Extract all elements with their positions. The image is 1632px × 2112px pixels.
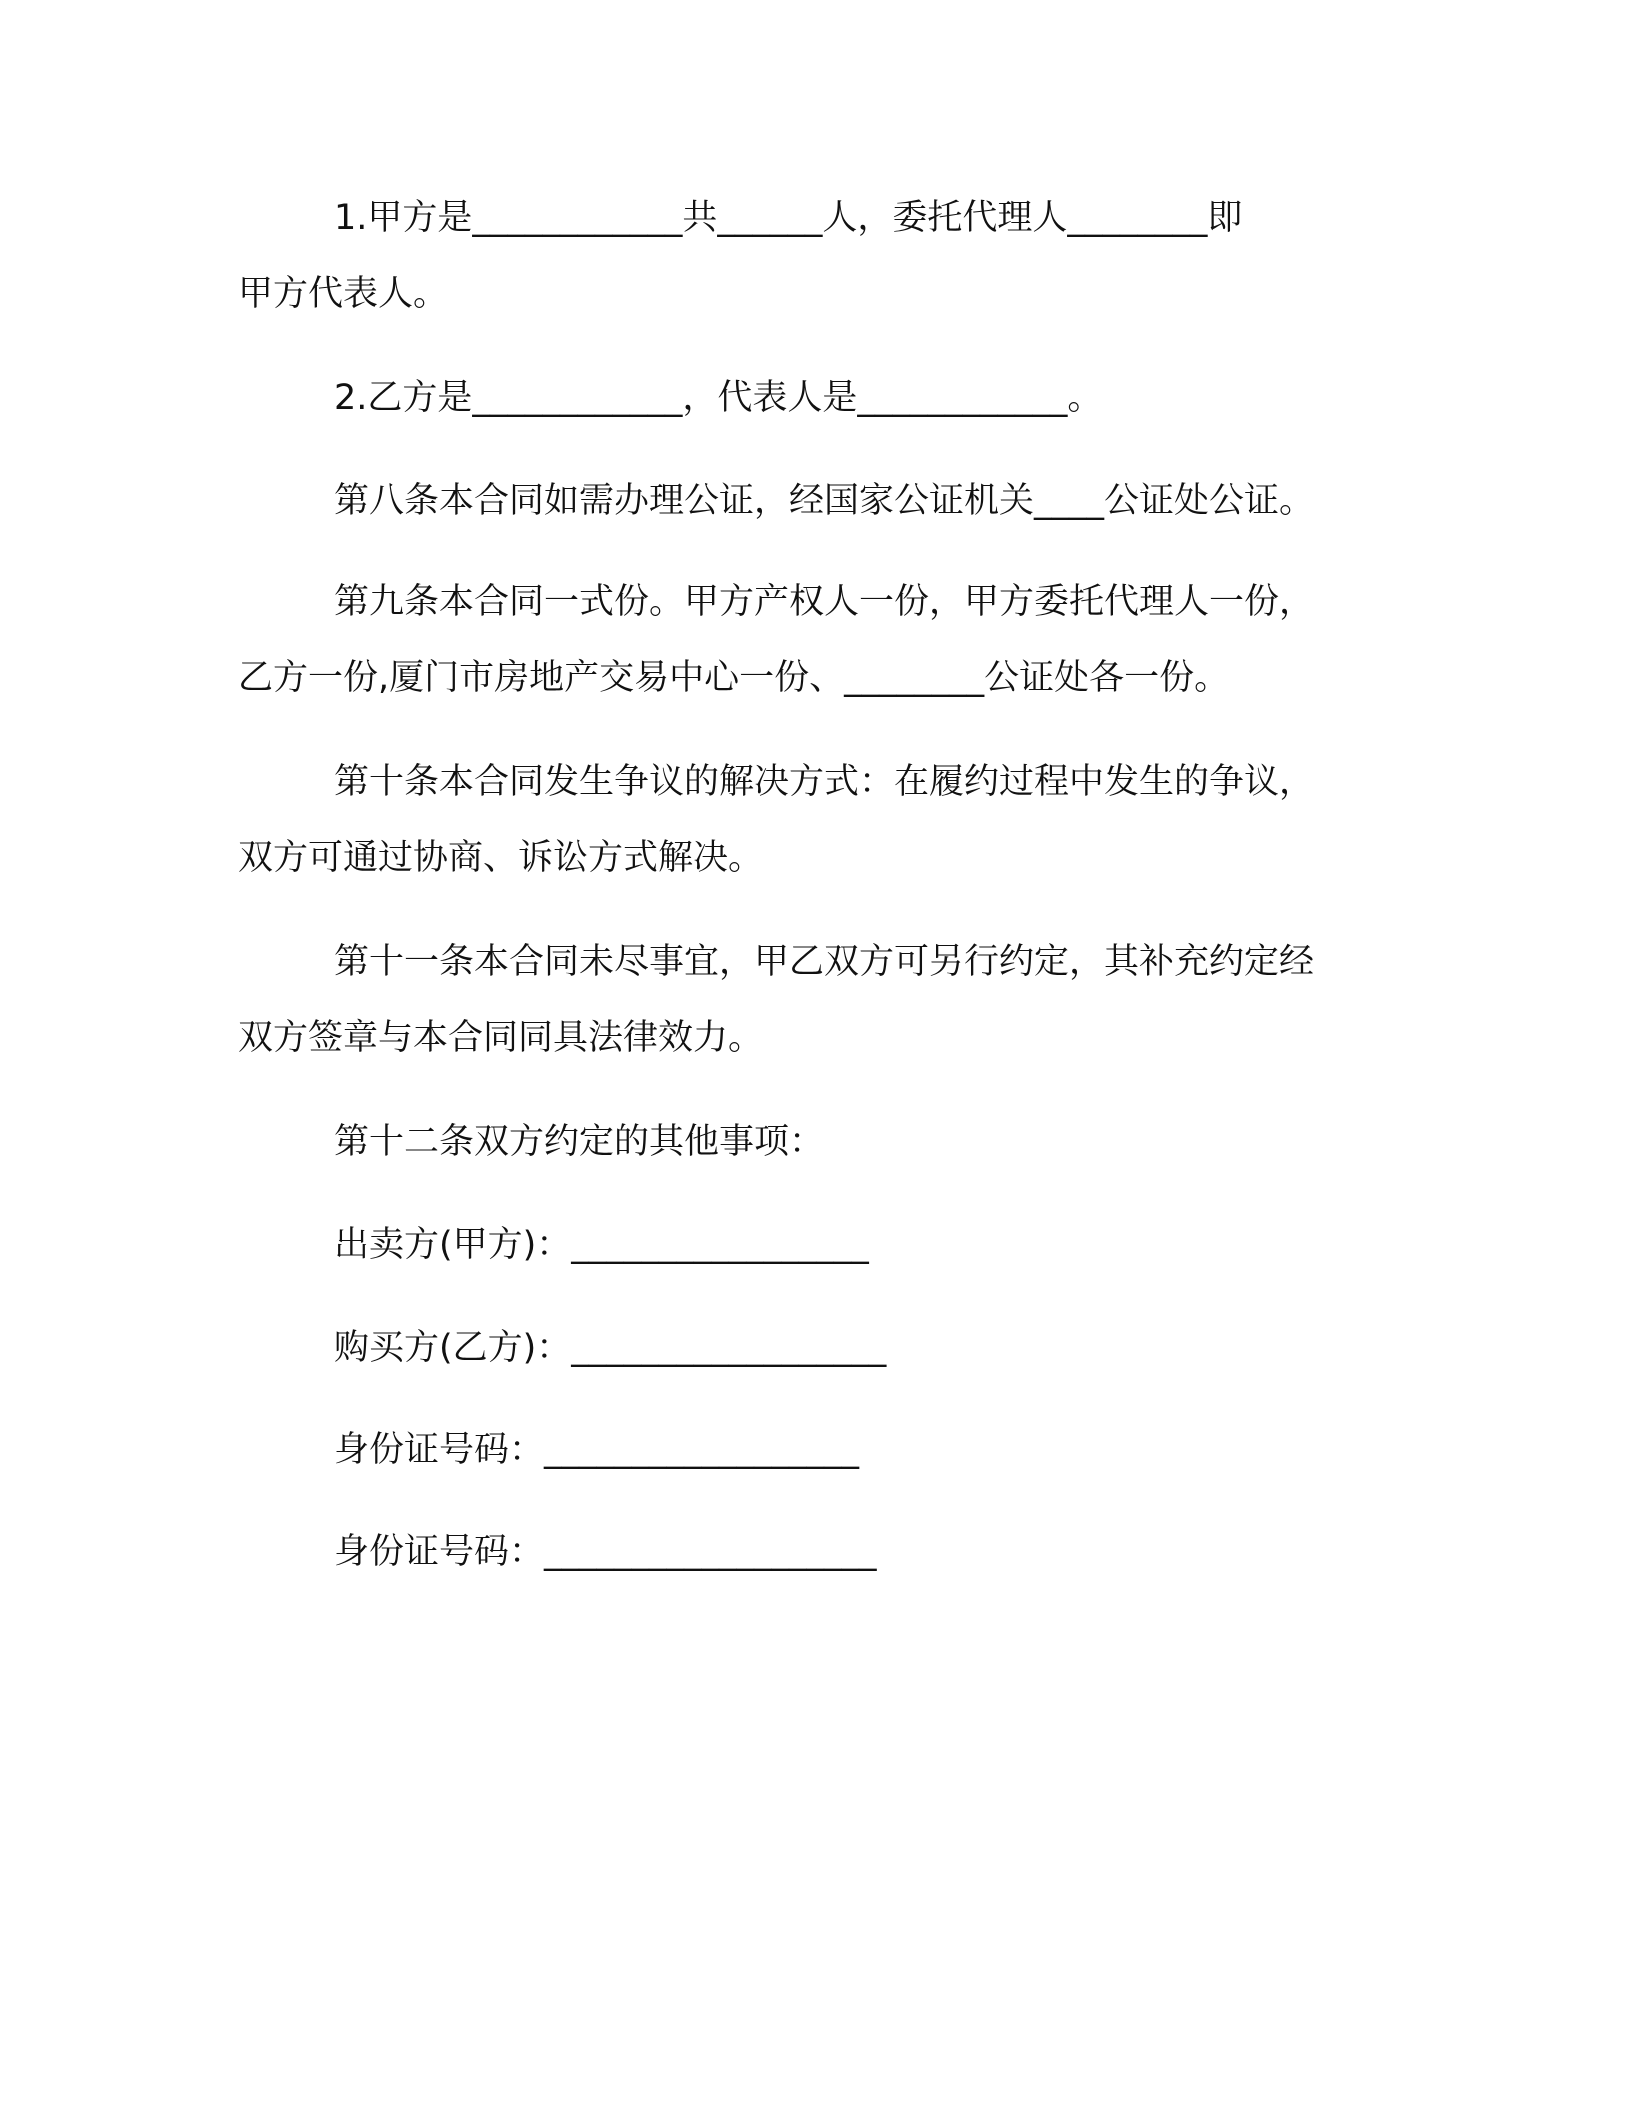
buyer-signature-line: 购买方(乙方)：__________________: [334, 1328, 887, 1368]
seller-id-number-line: 身份证号码：__________________: [334, 1430, 860, 1470]
article-9-line-1: 第九条本合同一式份。甲方产权人一份，甲方委托代理人一份，: [334, 582, 1315, 622]
clause-party-b: 2.乙方是____________，代表人是____________。: [334, 378, 1103, 418]
article-10-line-2: 双方可通过协商、诉讼方式解决。: [238, 838, 764, 878]
clause-party-a-line-2: 甲方代表人。: [238, 274, 449, 314]
article-11-line-1: 第十一条本合同未尽事宜，甲乙双方可另行约定，其补充约定经: [334, 942, 1315, 982]
article-8: 第八条本合同如需办理公证，经国家公证机关____公证处公证。: [334, 481, 1315, 521]
buyer-id-number-line: 身份证号码：___________________: [334, 1532, 877, 1572]
article-10-line-1: 第十条本合同发生争议的解决方式：在履约过程中发生的争议，: [334, 762, 1315, 802]
article-9-line-2: 乙方一份,厦门市房地产交易中心一份、________公证处各一份。: [238, 658, 1230, 698]
clause-party-a-line-1: 1.甲方是____________共______人，委托代理人________即: [334, 198, 1243, 238]
article-12: 第十二条双方约定的其他事项：: [334, 1122, 825, 1162]
article-11-line-2: 双方签章与本合同同具法律效力。: [238, 1018, 764, 1058]
seller-signature-line: 出卖方(甲方)：_________________: [334, 1225, 869, 1265]
